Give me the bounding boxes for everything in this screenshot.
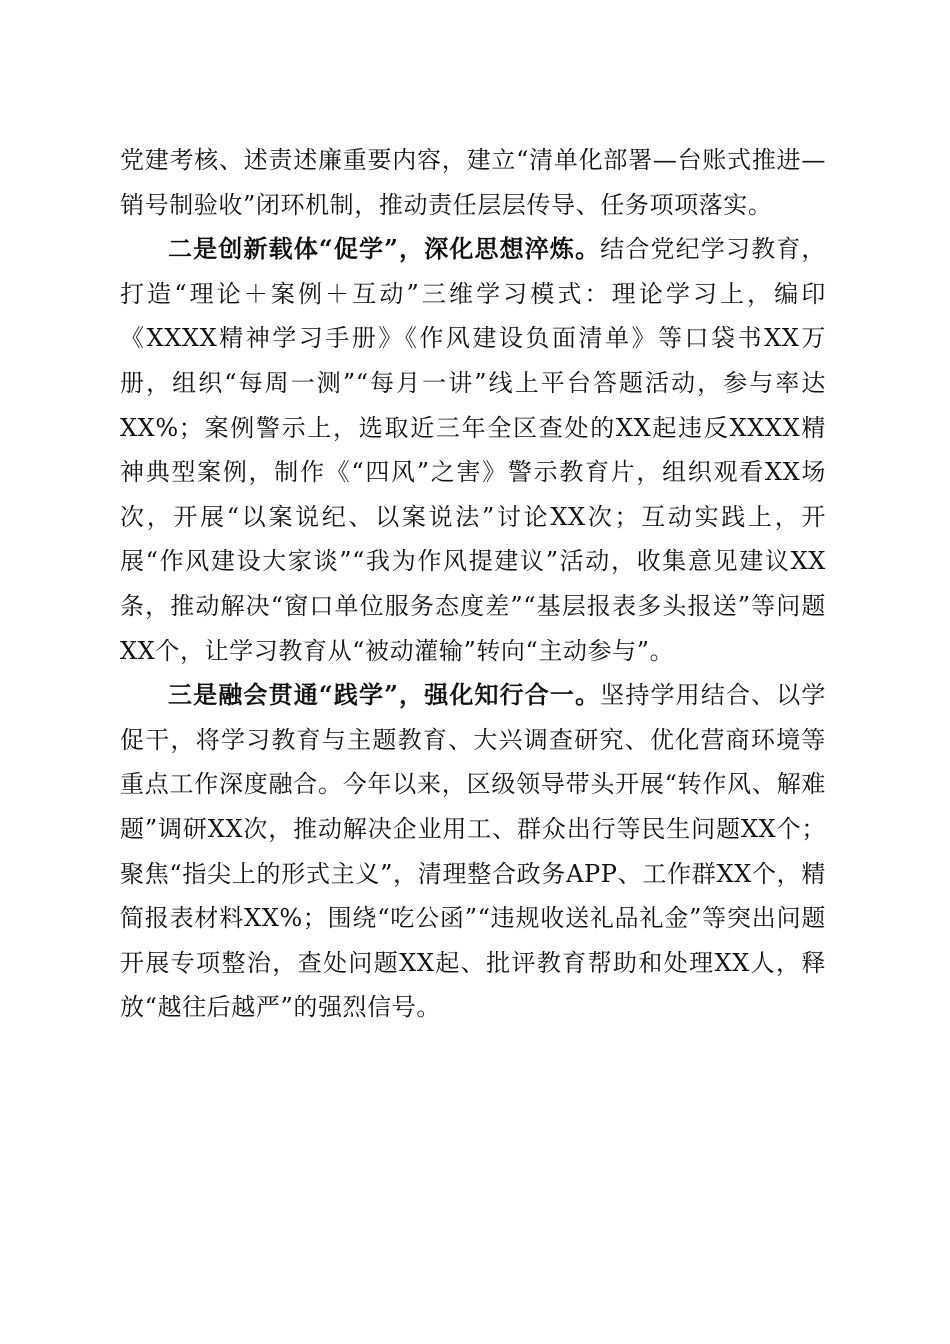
paragraph-body: 党建考核、述责述廉重要内容，建立“清单化部署—台账式推进—销号制验收”闭环机制，推动责任层层传导、任务项项落实。 [120, 146, 826, 219]
paragraph-second-point [120, 227, 826, 673]
paragraph-body: 结合党纪学习教育，打造“理论＋案例＋互动”三维学习模式：理论学习上，编印《XXXX精神学习手册》《作风建设负面清单》等口袋书XX万册，组织“每周一测”“每月一讲”线上平台答题活动，参与率达XX%；案例警示上，选取近三年全区查处的XX起违反XXXX精神典型案例，制作《“四风”之害》警示教育片，组织观看XX场次，开展“以案说纪、以案说法”讨论XX次；互动实践上，开展“作风建设大家谈”“我为作风提建议”活动，收集意见建议XX条，推动解决“窗口单位服务态度差”“基层报表多头报送”等问题XX个，让学习教育从“被动灌输”转向“主动参与”。 [120, 235, 826, 665]
document-body [120, 138, 826, 1030]
paragraph-third-point [120, 673, 826, 1030]
paragraph-lead: 三是融会贯通“践学”，强化知行合一。 [168, 680, 601, 710]
paragraph-body: 坚持学用结合、以学促干，将学习教育与主题教育、大兴调查研究、优化营商环境等重点工作深度融合。今年以来，区级领导带头开展“转作风、解难题”调研XX次，推动解决企业用工、群众出行等民生问题XX个；聚焦“指尖上的形式主义”，清理整合政务APP、工作群XX个，精简报表材料XX%；围绕“吃公函”“违规收送礼品礼金”等突出问题开展专项整治，查处问题XX起、批评教育帮助和处理XX人，释放“越往后越严”的强烈信号。 [120, 681, 826, 1022]
paragraph-lead: 二是创新载体“促学”，深化思想淬炼。 [168, 234, 601, 264]
paragraph-continuation [120, 138, 826, 227]
